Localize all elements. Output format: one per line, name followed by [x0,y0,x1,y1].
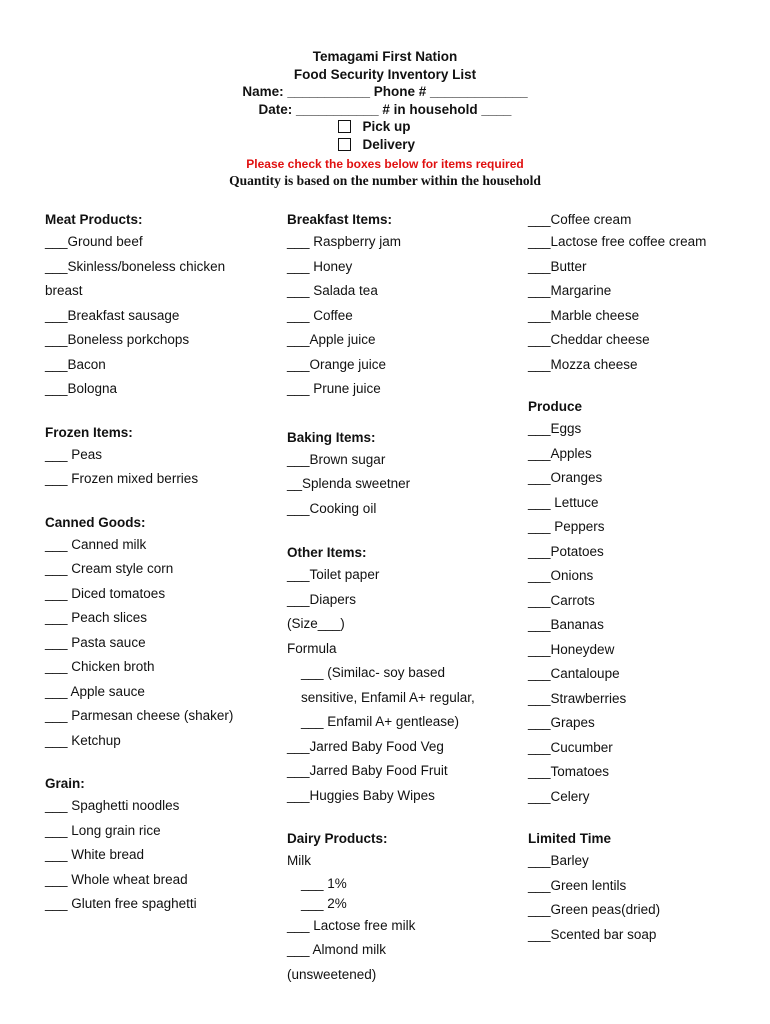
list-item[interactable]: ___ Whole wheat bread [45,871,188,887]
list-item[interactable]: ___ 2% [301,895,347,911]
section-title-limited-time: Limited Time [528,831,612,846]
list-item[interactable]: ___Tomatoes [528,764,610,779]
list-item[interactable]: ___Green lentils [528,877,627,893]
list-item[interactable]: ___Cantaloupe [528,666,620,681]
list-item[interactable]: ___Cheddar cheese [528,332,650,347]
column-middle [287,210,522,987]
list-item[interactable]: ___ Raspberry jam [287,234,402,249]
formula-label: Formula [287,640,337,656]
section-title-produce: Produce [528,399,583,414]
list-item[interactable]: ___Strawberries [528,690,627,706]
delivery-option[interactable] [0,136,770,154]
quantity-note: Quantity is based on the number within the household [229,173,541,188]
list-item[interactable]: ___Margarine [528,283,612,298]
list-item[interactable]: ___Boneless porkchops [45,332,190,347]
list-item[interactable]: ___Ground beef [45,234,143,249]
list-item[interactable]: ___Jarred Baby Food Veg [287,738,444,754]
list-item[interactable]: ___Bananas [528,617,604,632]
list-item[interactable]: ___Honeydew [528,641,615,657]
form-header [0,48,770,190]
column-right [528,210,763,947]
list-item[interactable]: ___Bacon [45,356,106,372]
list-item[interactable]: __Splenda sweetner [287,476,411,491]
list-item[interactable]: ___Grapes [528,715,595,730]
list-item[interactable]: ___ Lettuce [528,494,599,510]
milk-label: Milk [287,853,311,868]
list-item[interactable]: ___Apples [528,445,592,461]
check-boxes-notice: Please check the boxes below for items required [246,157,524,171]
list-item[interactable]: ___ Parmesan cheese (shaker) [45,708,234,723]
section-title-frozen: Frozen Items: [45,424,133,440]
list-item[interactable]: ___ Long grain rice [45,822,161,838]
list-item[interactable]: ___ Chicken broth [45,659,155,674]
list-item[interactable]: ___Cucumber [528,739,613,755]
list-item[interactable]: ___ Salada tea [287,283,378,298]
list-item[interactable]: ___Huggies Baby Wipes [287,787,435,803]
list-item[interactable]: ___ (Similac- soy based [301,665,446,680]
list-item[interactable]: ___ Canned milk [45,536,147,552]
form-title: Food Security Inventory List [293,66,477,82]
list-item[interactable]: ___ Peppers [528,519,605,534]
list-item[interactable]: ___ White bread [45,847,145,862]
pickup-option[interactable] [0,118,770,136]
list-item[interactable]: ___Skinless/boneless chicken [45,258,226,274]
list-item[interactable]: ___ Diced tomatoes [45,585,166,601]
list-item[interactable]: ___Orange juice [287,356,387,372]
list-item-continuation: sensitive, Enfamil A+ regular, [301,689,475,705]
section-title-dairy: Dairy Products: [287,831,388,846]
section-title-other: Other Items: [287,545,367,560]
list-item[interactable]: ___Onions [528,568,594,583]
list-item[interactable]: ___ Prune juice [287,381,381,396]
list-item[interactable]: ___ Ketchup [45,732,121,748]
list-item[interactable]: ___ Honey [287,258,353,274]
delivery-label: Delivery [362,136,416,152]
list-item[interactable]: ___ Lactose free milk [287,917,416,933]
list-item[interactable]: ___ Coffee [287,307,353,323]
list-item[interactable]: ___Bologna [45,381,118,396]
name-phone-line[interactable]: Name: ___________ Phone # _____________ [242,84,528,99]
list-item[interactable]: ___Mozza cheese [528,356,638,372]
list-item[interactable]: ___ Peach slices [45,610,148,625]
list-item-continuation: (unsweetened) [287,966,377,982]
section-title-grain: Grain: [45,776,85,791]
list-item[interactable]: ___Oranges [528,470,603,485]
list-item[interactable]: ___ Frozen mixed berries [45,471,199,486]
list-item[interactable]: ___Scented bar soap [528,926,657,942]
list-item[interactable]: ___Diapers [287,591,357,607]
list-item[interactable]: ___ Spaghetti noodles [45,798,180,813]
diaper-size-field[interactable]: (Size___) [287,616,345,631]
org-name: Temagami First Nation [312,49,458,64]
delivery-checkbox[interactable] [338,138,351,151]
list-item[interactable]: ___ Cream style corn [45,561,174,576]
list-item[interactable]: ___Lactose free coffee cream [528,234,707,249]
list-item[interactable]: ___Coffee cream [528,212,632,227]
list-item[interactable]: ___ 1% [301,875,347,891]
pickup-label: Pick up [362,119,411,134]
list-item[interactable]: ___Carrots [528,592,595,608]
section-title-baking: Baking Items: [287,429,376,445]
list-item[interactable]: ___Celery [528,788,590,804]
list-item-continuation: breast [45,283,83,298]
list-item[interactable]: ___Brown sugar [287,451,386,467]
column-left [45,210,280,917]
section-title-meat: Meat Products: [45,212,143,227]
list-item[interactable]: ___ Pasta sauce [45,634,146,650]
list-item[interactable]: ___Eggs [528,421,582,436]
list-item[interactable]: ___ Enfamil A+ gentlease) [301,714,459,729]
list-item[interactable]: ___Barley [528,853,589,868]
list-item[interactable]: ___Butter [528,258,587,274]
list-item[interactable]: ___Breakfast sausage [45,307,180,323]
date-household-line[interactable]: Date: ___________ # in household ____ [258,101,512,117]
list-item[interactable]: ___Apple juice [287,332,376,347]
pickup-checkbox[interactable] [338,120,351,133]
list-item[interactable]: ___Green peas(dried) [528,902,661,917]
list-item[interactable]: ___ Peas [45,446,103,462]
list-item[interactable]: ___Cooking oil [287,500,377,516]
list-item[interactable]: ___ Apple sauce [45,683,145,699]
list-item[interactable]: ___Toilet paper [287,567,380,582]
list-item[interactable]: ___ Almond milk [287,942,387,957]
section-title-breakfast: Breakfast Items: [287,212,393,227]
section-title-canned: Canned Goods: [45,514,146,530]
list-item[interactable]: ___Jarred Baby Food Fruit [287,763,448,778]
list-item[interactable]: ___Marble cheese [528,307,640,323]
list-item[interactable]: ___ Gluten free spaghetti [45,896,197,911]
list-item[interactable]: ___Potatoes [528,543,604,559]
